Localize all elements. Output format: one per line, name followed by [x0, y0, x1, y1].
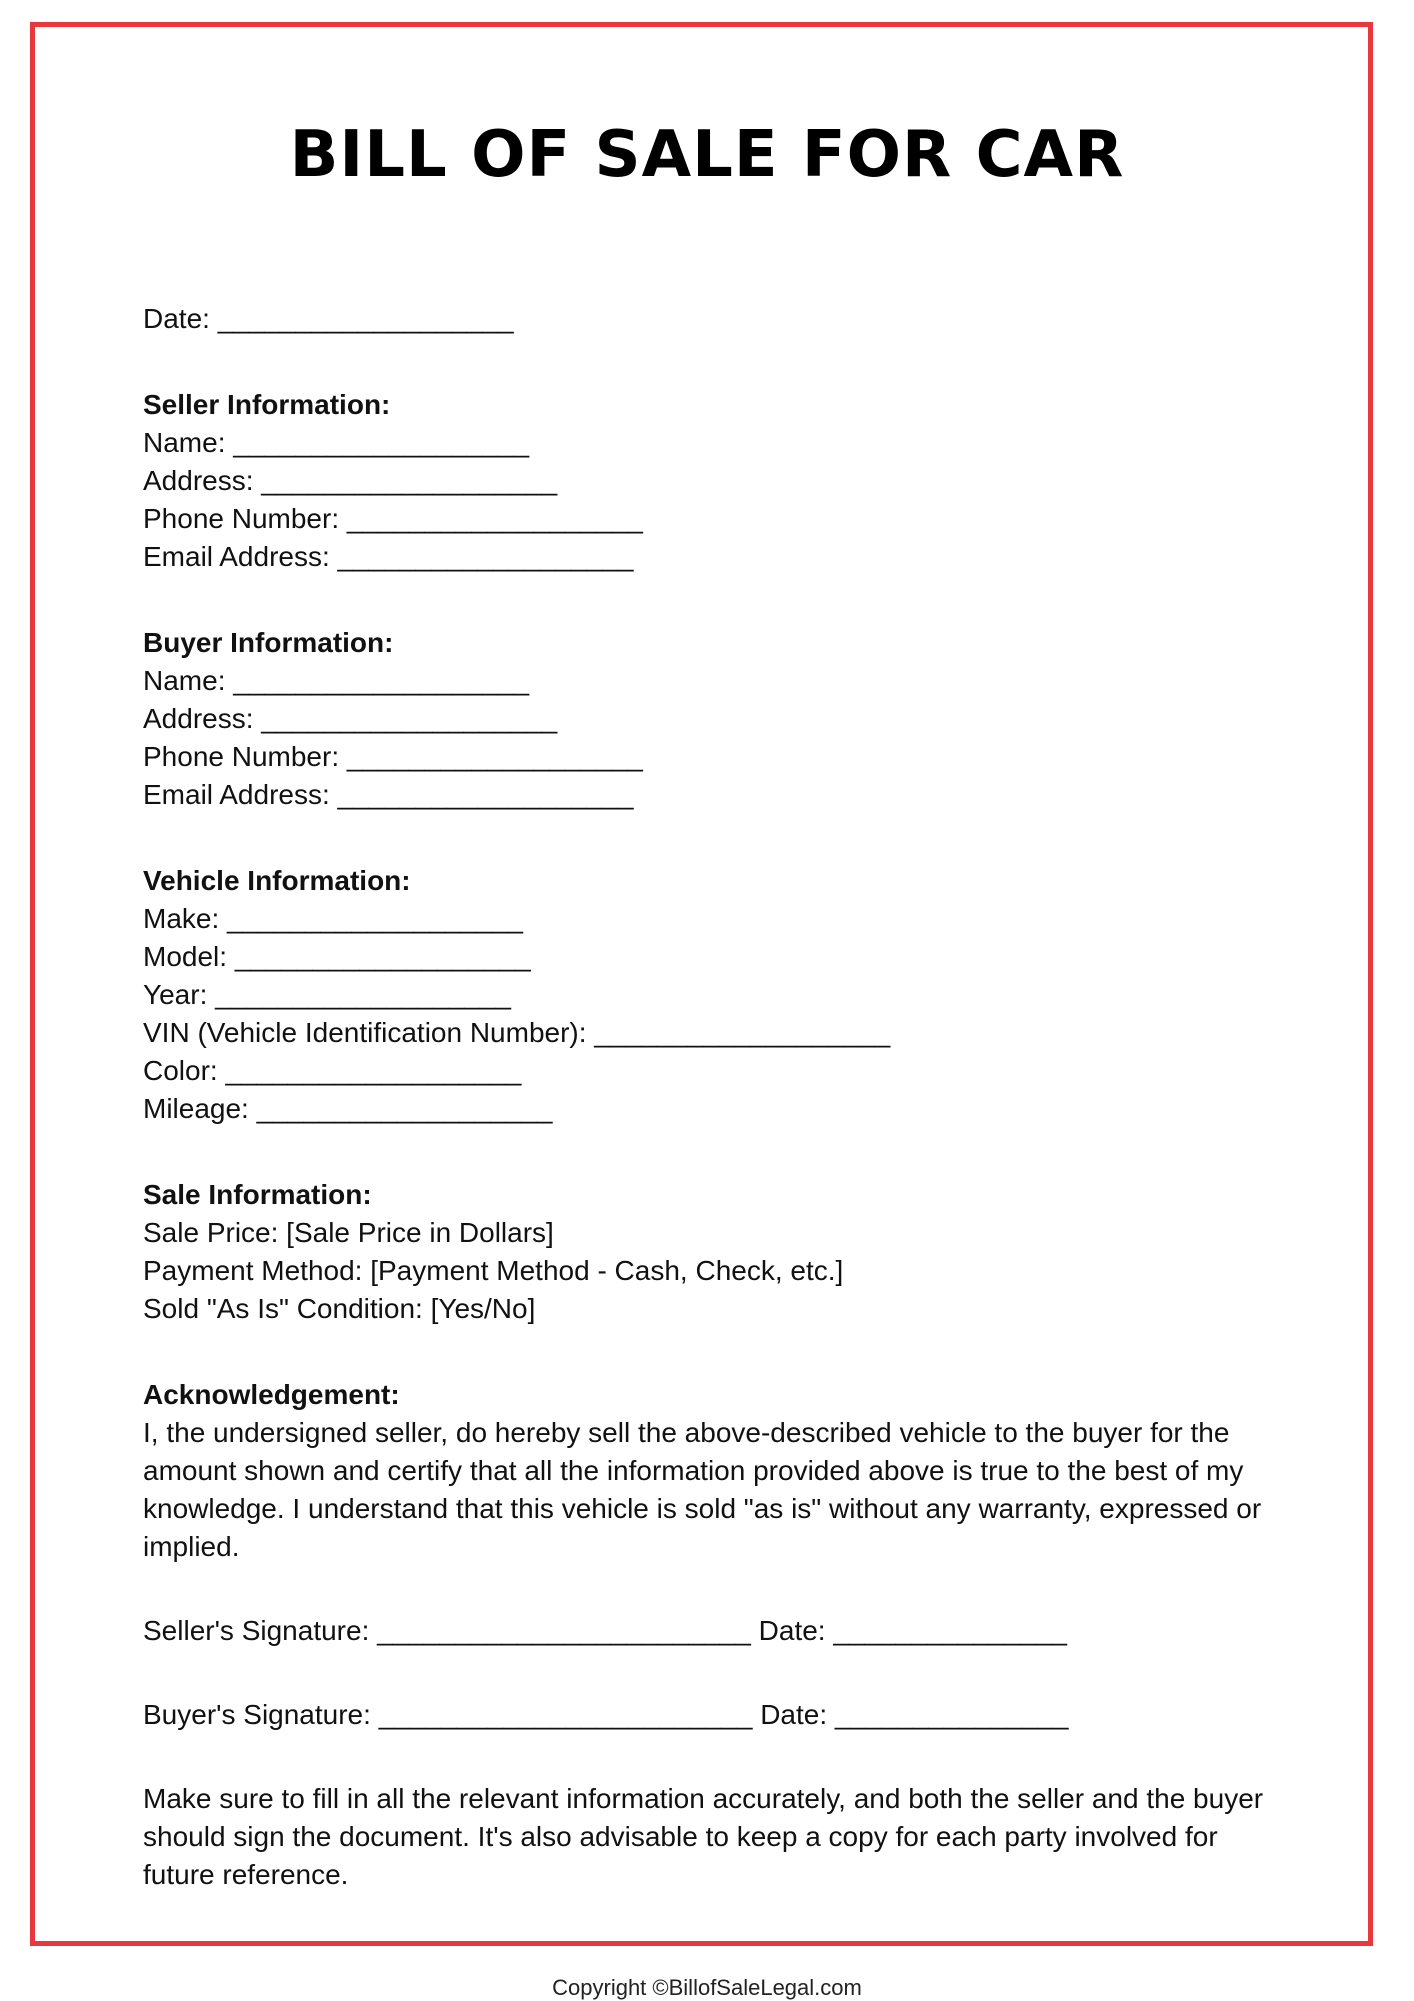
date-field[interactable]: Date: ___________________: [143, 303, 514, 334]
payment-method-field[interactable]: Payment Method: [Payment Method - Cash, Check, etc.]: [143, 1255, 844, 1286]
sale-heading: Sale Information:: [143, 1179, 372, 1210]
form-body: [143, 300, 1293, 1894]
seller-address-field[interactable]: Address: ___________________: [143, 465, 558, 496]
vehicle-color-field[interactable]: Color: ___________________: [143, 1055, 522, 1086]
buyer-name-field[interactable]: Name: ___________________: [143, 665, 530, 696]
vehicle-heading: Vehicle Information:: [143, 865, 411, 896]
acknowledgement-section: [143, 1376, 1293, 1566]
buyer-section: [143, 624, 1293, 814]
vehicle-make-field[interactable]: Make: ___________________: [143, 903, 523, 934]
seller-email-field[interactable]: Email Address: ___________________: [143, 541, 634, 572]
buyer-address-field[interactable]: Address: ___________________: [143, 703, 558, 734]
acknowledgement-heading: Acknowledgement:: [143, 1379, 400, 1410]
sale-section: [143, 1176, 1293, 1328]
seller-section: [143, 386, 1293, 576]
buyer-heading: Buyer Information:: [143, 627, 394, 658]
copyright-footer: Copyright ©BillofSaleLegal.com: [552, 1975, 862, 2000]
seller-heading: Seller Information:: [143, 389, 391, 420]
vehicle-model-field[interactable]: Model: ___________________: [143, 941, 531, 972]
buyer-phone-field[interactable]: Phone Number: ___________________: [143, 741, 643, 772]
seller-signature-field[interactable]: Seller's Signature: ________________________ Date: _______________: [143, 1615, 1067, 1646]
vehicle-vin-field[interactable]: VIN (Vehicle Identification Number): ___________________: [143, 1017, 891, 1048]
sale-price-field[interactable]: Sale Price: [Sale Price in Dollars]: [143, 1217, 554, 1248]
vehicle-mileage-field[interactable]: Mileage: ___________________: [143, 1093, 553, 1124]
seller-name-field[interactable]: Name: ___________________: [143, 427, 530, 458]
seller-phone-field[interactable]: Phone Number: ___________________: [143, 503, 643, 534]
acknowledgement-text: I, the undersigned seller, do hereby sell the above-described vehicle to the buyer for the amount shown and certify that all the information provided above is true to the best of my knowledge. I understand that this vehicle is sold "as is" without any warranty, expressed or implied.: [143, 1417, 1262, 1562]
buyer-email-field[interactable]: Email Address: ___________________: [143, 779, 634, 810]
vehicle-section: [143, 862, 1293, 1128]
vehicle-year-field[interactable]: Year: ___________________: [143, 979, 512, 1010]
closing-note: Make sure to fill in all the relevant information accurately, and both the seller and the buyer should sign the document. It's also advisable to keep a copy for each party involved for future reference.: [143, 1783, 1264, 1890]
as-is-condition-field[interactable]: Sold "As Is" Condition: [Yes/No]: [143, 1293, 536, 1324]
buyer-signature-field[interactable]: Buyer's Signature: ________________________ Date: _______________: [143, 1699, 1069, 1730]
document-title: BILL OF SALE FOR CAR: [289, 118, 1125, 192]
